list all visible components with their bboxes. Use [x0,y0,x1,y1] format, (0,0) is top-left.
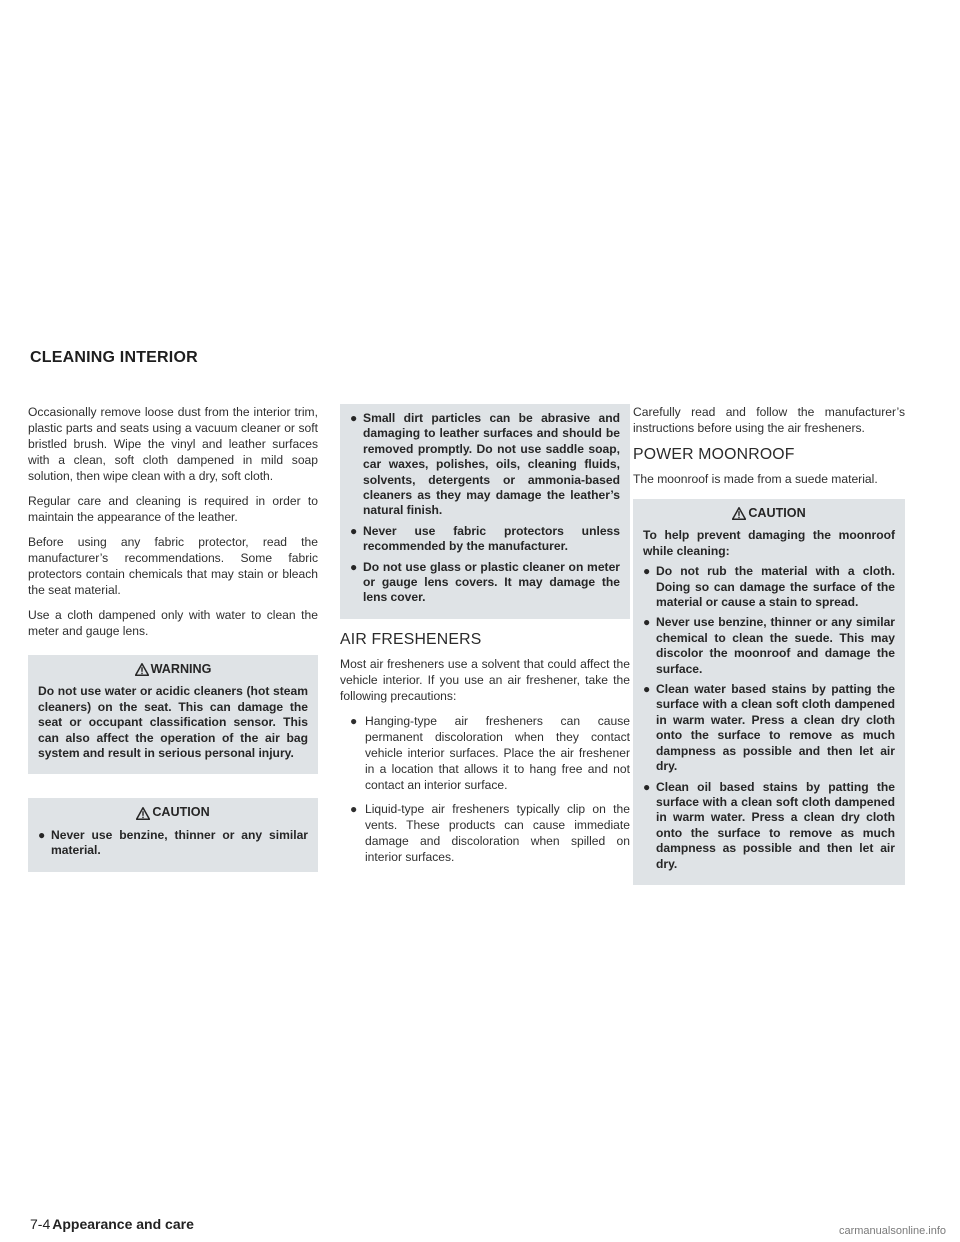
caution-box-continued [340,404,630,619]
bullet-icon: ● [643,779,651,794]
caution-item: ● Do not use glass or plastic cleaner on meter or gauge lens covers. It may damage the lens cover. [350,559,620,605]
watermark: carmanualsonline.info [838,1225,946,1237]
list-item: ● Hanging-type air fresheners can cause permanent discoloration when they contact vehicle interior surfaces. Place the air freshener in a location that allows it to hang free and not contact an interior surface. [350,713,630,792]
column-3 [633,404,905,897]
bullet-icon: ● [350,411,358,425]
caution-item: ● Never use benzine, thinner or any similar chemical to clean the suede. This may discolor the moonroof and damage the surface. [643,615,895,676]
paragraph: Most air fresheners use a solvent that could affect the vehicle interior. If you use an air freshener, take the following precautions: [340,656,630,703]
paragraph: Before using any fabric protector, read the manufacturer’s recommendations. Some fabric protectors contain chemicals that may stain or bleach the seat material. [28,535,318,597]
caution-lead: To help prevent damaging the moonroof while cleaning: [643,528,895,558]
bullet-icon: ● [350,523,358,538]
chapter-title: Appearance and care [52,1216,194,1232]
heading-air-fresheners: AIR FRESHENERS [340,630,482,648]
paragraph: Occasionally remove loose dust from the interior trim, plastic parts and seats using a vacuum cleaner or soft bristled brush. Wipe the vinyl and leather surfaces with a clean, soft cloth dampened in mild soap solution, then wipe clean with a dry, soft cloth. [28,405,318,483]
caution-header [38,805,308,820]
bullet-icon: ● [350,801,358,816]
caution-box [28,798,318,871]
column-1 [28,404,318,884]
paragraph: Carefully read and follow the manufacturer’s instructions before using the air fresheners. [633,405,905,435]
air-freshener-list [350,713,630,865]
bullet-icon: ● [350,559,358,574]
caution-box [633,499,905,885]
warning-icon [732,507,746,520]
caution-item: ● Small dirt particles can be abrasive and damaging to leather surfaces and should be removed promptly. Do not use saddle soap, car waxes, polishes, oils, cleaning fluids, solvents, detergents or ammonia-based cleaners as they may damage the leather’s natural finish. [350,411,620,518]
caution-item: ● Clean oil based stains by patting the surface with a clean soft cloth dampened in warm water. Press a clean dry cloth onto the surface to remove as much dampness as possible and then let air dry. [643,779,895,871]
caution-title: CAUTION [152,805,210,820]
bullet-icon: ● [350,713,358,728]
caution-item: ● Clean water based stains by patting the surface with a clean soft cloth dampened in warm water. Press a clean dry cloth onto the surface to remove as much dampness as possible and then let air dry. [643,682,895,774]
caution-header [643,506,895,521]
section-title: CLEANING INTERIOR [30,349,198,366]
paragraph: The moonroof is made from a suede material. [633,472,878,486]
bullet-icon: ● [38,827,46,842]
caution-item: ● Do not rub the material with a cloth. Doing so can damage the surface of the material or cause a stain to spread. [643,564,895,610]
page-number: 7-4 [30,1216,51,1232]
heading-power-moonroof: POWER MOONROOF [633,446,795,463]
warning-icon [136,807,150,820]
bullet-icon: ● [643,564,651,579]
caution-item: ● Never use benzine, thinner or any similar material. [38,827,308,858]
caution-title: CAUTION [748,506,806,520]
warning-box [28,655,318,774]
warning-icon [135,663,149,676]
paragraph: Regular care and cleaning is required in order to maintain the appearance of the leather. [28,494,318,524]
bullet-icon: ● [643,615,651,630]
warning-text: Do not use water or acidic cleaners (hot steam cleaners) on the seat. This can damage the seat or occupant classification sensor. This can also affect the operation of the air bag system and result in serious personal injury. [38,684,308,761]
paragraph: Use a cloth dampened only with water to clean the meter and gauge lens. [28,608,318,638]
caution-item: ● Never use fabric protectors unless recommended by the manufacturer. [350,523,620,554]
page-footer [30,1216,194,1232]
bullet-icon: ● [643,682,651,697]
warning-title: WARNING [150,662,212,676]
warning-header [38,662,308,677]
list-item: ● Liquid-type air fresheners typically clip on the vents. These products can cause immediate damage and discoloration when spilled on interior surfaces. [350,801,630,864]
column-2 [340,404,630,873]
